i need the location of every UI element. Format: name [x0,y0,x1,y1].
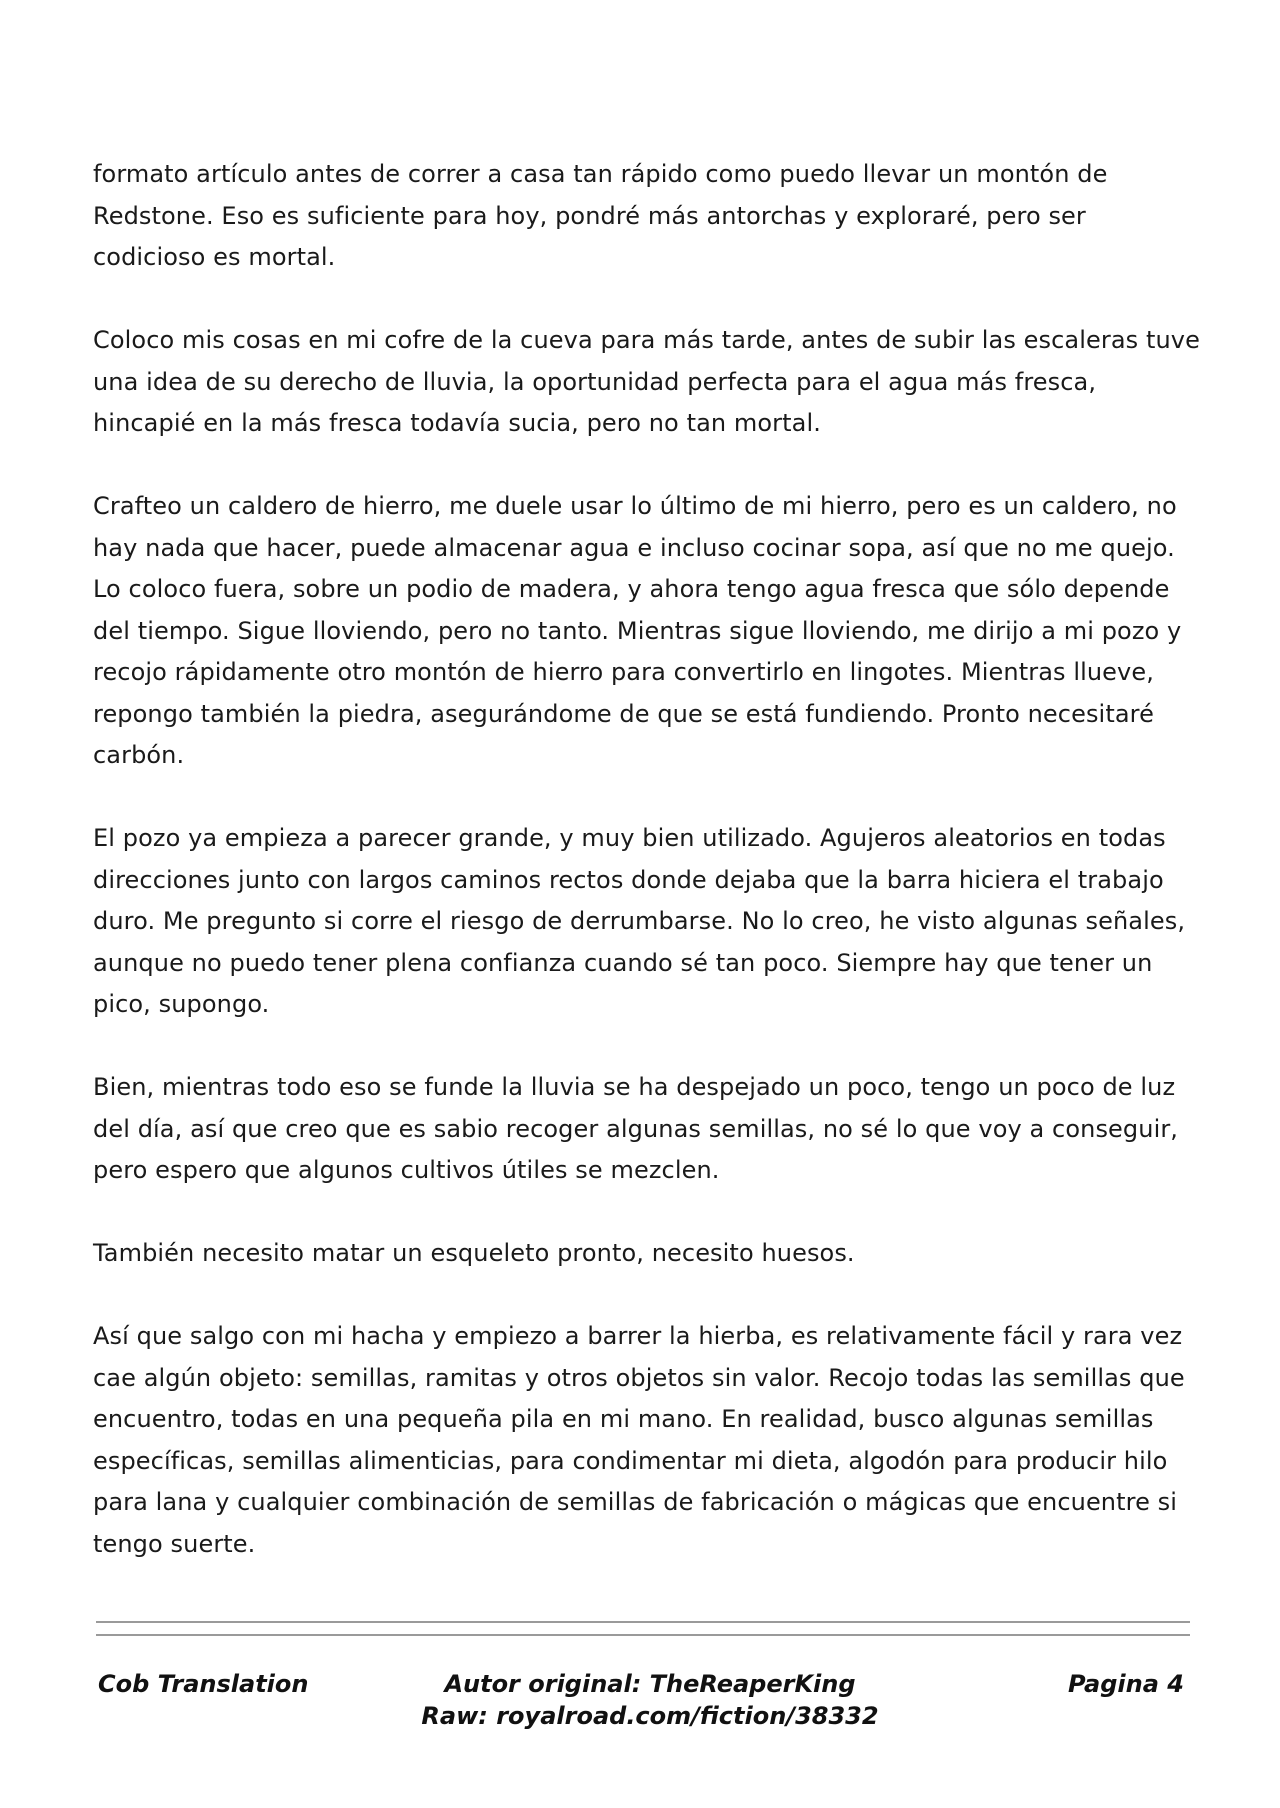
paragraph-3: Crafteo un caldero de hierro, me duele usar lo último de mi hierro, pero es un caldero, no hay nada que hacer, puede almacenar agua e incluso cocinar sopa, así que no me quejo. Lo coloco fuera, sobre un podio de madera, y ahora tengo agua fresca que sólo depende del tiempo. Sigue lloviendo, pero no tanto. Mientras sigue lloviendo, me dirijo a mi pozo y recojo rápidamente otro montón de hierro para convertirlo en lingotes. Mientras llueve, repongo también la piedra, asegurándome de que se está fundiendo. Pronto necesitaré carbón. [93,492,1182,769]
footer-raw-link[interactable]: Raw: royalroad.com/fiction/38332 [421,1702,879,1730]
paragraph-1: formato artículo antes de correr a casa tan rápido como puedo llevar un montón de Redstone. Eso es suficiente para hoy, pondré más antorchas y exploraré, pero ser codicioso es mortal. [93,160,1108,271]
paragraph-7: Así que salgo con mi hacha y empiezo a barrer la hierba, es relativamente fácil y rara vez cae algún objeto: semillas, ramitas y otros objetos sin valor. Recojo todas las semillas que encuentro, todas en una pequeña pila en mi mano. En realidad, busco algunas semillas específicas, semillas alimenticias, para condimentar mi dieta, algodón para producir hilo para lana y cualquier combinación de semillas de fabricación o mágicas que encuentre si tengo suerte. [93,1322,1185,1558]
paragraph-6: También necesito matar un esqueleto pronto, necesito huesos. [93,1239,855,1267]
paragraph-2: Coloco mis cosas en mi cofre de la cueva para más tarde, antes de subir las escaleras tuve una idea de su derecho de lluvia, la oportunidad perfecta para el agua más fresca, hincapié en la más fresca todavía sucia, pero no tan mortal. [93,326,1200,437]
paragraph-4: El pozo ya empieza a parecer grande, y muy bien utilizado. Agujeros aleatorios en todas direcciones junto con largos caminos rectos donde dejaba que la barra hiciera el trabajo duro. Me pregunto si corre el riesgo de derrumbarse. No lo creo, he visto algunas señales, aunque no puedo tener plena confianza cuando sé tan poco. Siempre hay que tener un pico, supongo. [93,824,1186,1018]
footer-author: Autor original: TheReaperKing [444,1670,856,1698]
footer-translator: Cob Translation [98,1670,309,1698]
footer-divider-top [96,1621,1190,1623]
footer-divider-bottom [96,1634,1190,1636]
body-text [93,154,1203,1607]
paragraph-5: Bien, mientras todo eso se funde la lluvia se ha despejado un poco, tengo un poco de luz del día, así que creo que es sabio recoger algunas semillas, no sé lo que voy a conseguir, pero espero que algunos cultivos útiles se mezclen. [93,1073,1179,1184]
footer-credits [380,1668,920,1732]
footer-page-number: Pagina 4 [1068,1670,1184,1698]
